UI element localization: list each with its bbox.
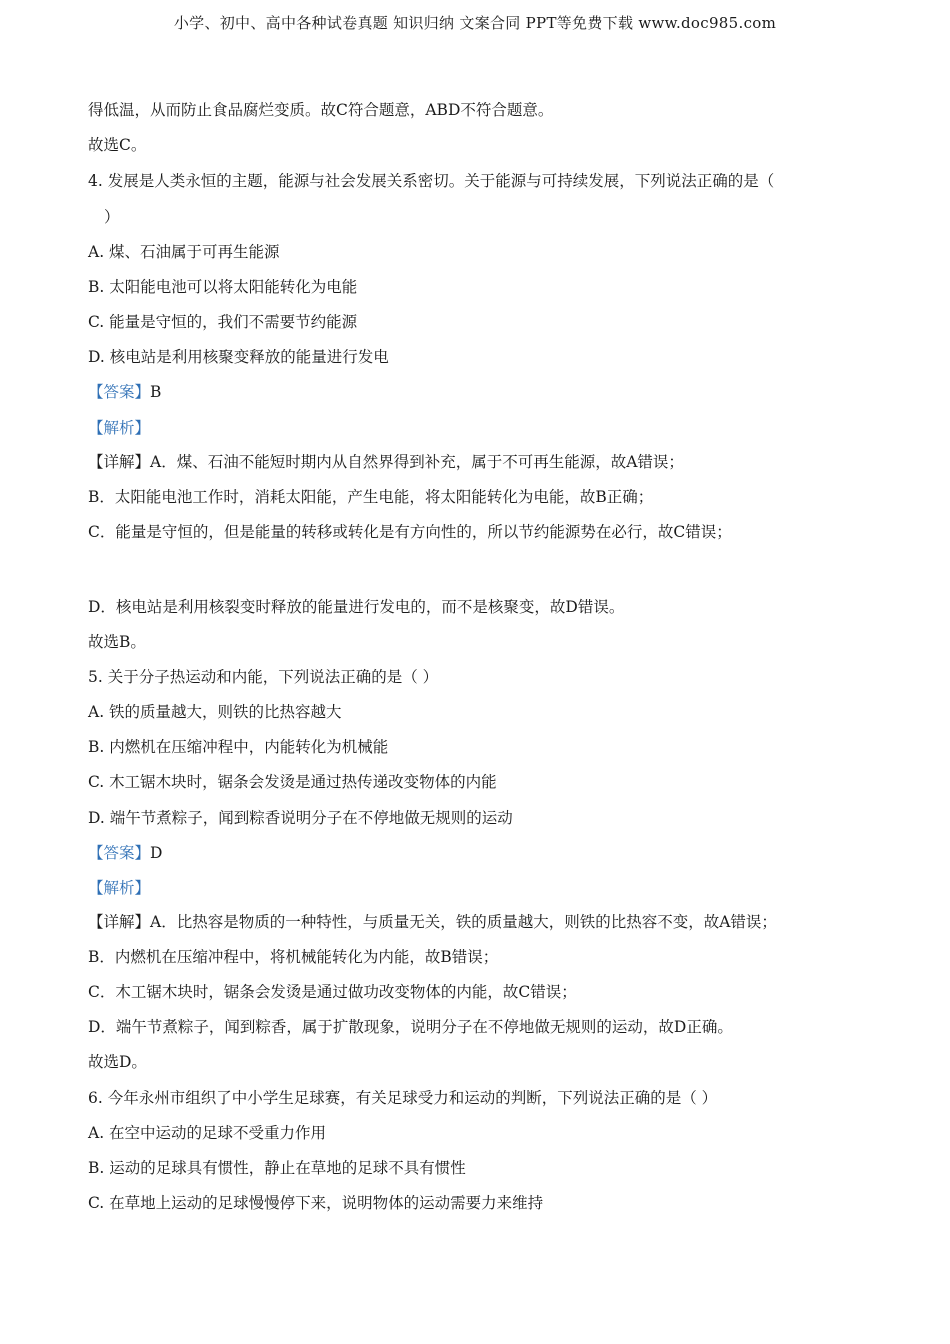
question-4-detail-c: C．能量是守恒的，但是能量的转移或转化是有方向性的，所以节约能源势在必行，故C错误； [88,523,732,541]
text-line: 故选C。 [88,136,147,154]
question-4-option-a: A. 煤、石油属于可再生能源 [88,243,280,261]
page-header: 小学、初中、高中各种试卷真题 知识归纳 文案合同 PPT等免费下载 www.doc985.com [173,14,777,32]
question-4-stem: 4. 发展是人类永恒的主题，能源与社会发展关系密切。关于能源与可持续发展，下列说法正确的是（ [88,172,775,190]
question-6-option-c: C. 在草地上运动的足球慢慢停下来，说明物体的运动需要力来维持 [88,1194,544,1212]
question-4-option-d: D. 核电站是利用核聚变释放的能量进行发电 [88,348,389,366]
answer-tag: 【答案】 [88,844,151,862]
question-5-detail-b: B．内燃机在压缩冲程中，将机械能转化为内能，故B错误； [88,948,499,966]
question-5-detail-d: D．端午节煮粽子，闻到粽香，属于扩散现象，说明分子在不停地做无规则的运动，故D正确。 [88,1018,733,1036]
question-5-detail-c: C．木工锯木块时，锯条会发烫是通过做功改变物体的内能，故C错误； [88,983,577,1001]
question-4-detail-b: B．太阳能电池工作时，消耗太阳能，产生电能，将太阳能转化为电能，故B正确； [88,488,654,506]
question-4-stem-end: ） [104,208,120,226]
question-6-option-b: B. 运动的足球具有惯性，静止在草地的足球不具有惯性 [88,1159,466,1177]
detail-tag: 【详解】 [88,453,151,471]
question-6-stem: 6. 今年永州市组织了中小学生足球赛，有关足球受力和运动的判断，下列说法正确的是（ ） [88,1089,718,1107]
question-5-option-d: D. 端午节煮粽子，闻到粽香说明分子在不停地做无规则的运动 [88,809,513,827]
question-5-choose: 故选D。 [88,1053,147,1071]
question-4-analysis-tag: 【解析】 [88,419,151,437]
question-5-analysis-tag: 【解析】 [88,879,151,897]
question-5-answer [88,843,162,863]
question-4-answer [88,382,161,402]
detail-text: A．煤、石油不能短时期内从自然界得到补充，属于不可再生能源，故A错误； [150,453,684,471]
answer-tag: 【答案】 [88,383,151,401]
answer-value: B [150,383,162,401]
question-5-detail-a [88,912,777,932]
question-5-option-a: A. 铁的质量越大，则铁的比热容越大 [88,703,342,721]
question-5-stem: 5. 关于分子热运动和内能，下列说法正确的是（ ） [88,668,439,686]
question-5-option-c: C. 木工锯木块时，锯条会发烫是通过热传递改变物体的内能 [88,773,497,791]
question-4-detail-d: D．核电站是利用核裂变时释放的能量进行发电的，而不是核聚变，故D错误。 [88,598,625,616]
question-5-option-b: B. 内燃机在压缩冲程中，内能转化为机械能 [88,738,389,756]
text-line: 得低温，从而防止食品腐烂变质。故C符合题意，ABD不符合题意。 [88,101,554,119]
question-4-detail-a [88,452,684,472]
question-4-option-b: B. 太阳能电池可以将太阳能转化为电能 [88,278,358,296]
detail-tag: 【详解】 [88,913,151,931]
question-4-option-c: C. 能量是守恒的，我们不需要节约能源 [88,313,358,331]
answer-value: D [150,844,163,862]
detail-text: A．比热容是物质的一种特性，与质量无关，铁的质量越大，则铁的比热容不变，故A错误； [150,913,777,931]
question-6-option-a: A. 在空中运动的足球不受重力作用 [88,1124,327,1142]
question-4-choose: 故选B。 [88,633,146,651]
